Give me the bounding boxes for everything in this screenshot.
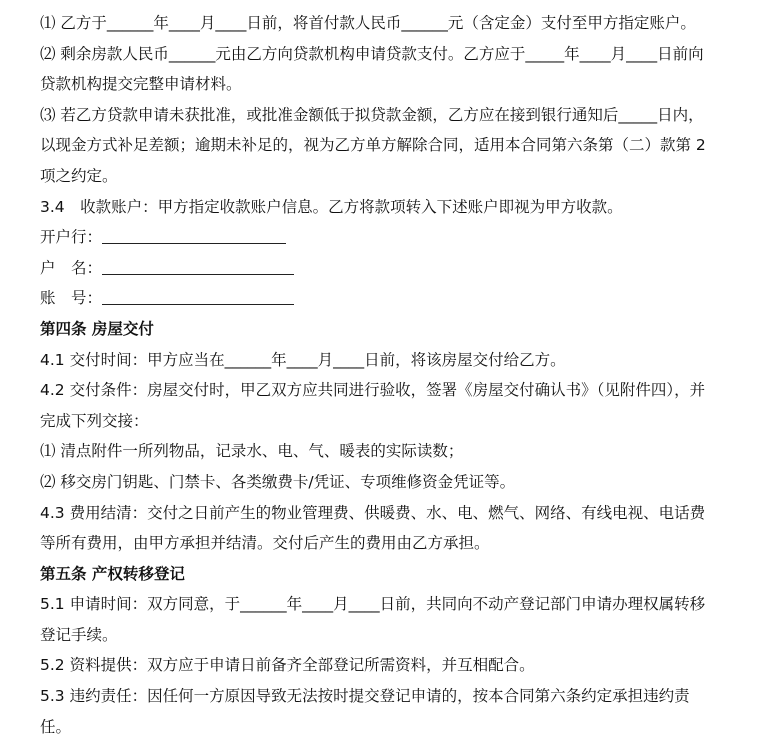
account-number-field — [40, 283, 760, 314]
account-name-label: 户 名： — [40, 258, 103, 277]
clause-5-1-line-2: 登记手续。 — [40, 625, 118, 644]
clause-3-3-3-line-1: ⑶ 若乙方贷款申请未获批准，或批准金额低于拟贷款金额，乙方应在接到银行通知后_____日内， — [40, 105, 704, 124]
clause-5-2: 5.2 资料提供：双方应于申请日前备齐全部登记所需资料，并互相配合。 — [40, 656, 535, 675]
clause-5-3-line-1: 5.3 违约责任：因任何一方原因导致无法按时提交登记申请的，按本合同第六条约定承担违约责 — [40, 687, 690, 706]
clause-3-3-2-line-2: 贷款机构提交完整申请材料。 — [40, 75, 242, 94]
clause-3-4: 3.4 收款账户：甲方指定收款账户信息。乙方将款项转入下述账户即视为甲方收款。 — [40, 197, 623, 216]
clause-4-3-line-2: 等所有费用，由甲方承担并结清。交付后产生的费用由乙方承担。 — [40, 534, 490, 553]
account-name-field — [40, 253, 760, 284]
clause-4-1: 4.1 交付时间：甲方应当在______年____月____日前，将该房屋交付给乙方。 — [40, 350, 566, 369]
clause-3-3-3-line-3: 项之约定。 — [40, 166, 118, 185]
clause-4-2-1: ⑴ 清点附件一所列物品，记录水、电、气、暖表的实际读数； — [40, 442, 464, 461]
account-bank-label: 开户行： — [40, 228, 103, 247]
clause-4-3-line-1: 4.3 费用结清：交付之日前产生的物业管理费、供暖费、水、电、燃气、网络、有线电视、电话费 — [40, 503, 706, 522]
clause-4-2-line-2: 完成下列交接： — [40, 411, 149, 430]
clause-5-3-line-2: 任。 — [40, 717, 72, 736]
account-bank-field — [40, 222, 760, 253]
account-number-blank — [102, 288, 294, 305]
clause-3-3-2-line-1: ⑵ 剩余房款人民币______元由乙方向贷款机构申请贷款支付。乙方应于_____年____月____日前向 — [40, 44, 704, 63]
clause-3-3-3-line-2: 以现金方式补足差额；逾期未补足的，视为乙方单方解除合同，适用本合同第六条第（二）款第 2 — [40, 136, 706, 155]
account-name-blank — [102, 258, 294, 275]
account-bank-blank — [102, 227, 286, 244]
account-number-label: 账 号： — [40, 289, 103, 308]
clause-4-2-line-1: 4.2 交付条件：房屋交付时，甲乙双方应共同进行验收，签署《房屋交付确认书》（见附件四），并 — [40, 381, 706, 400]
clause-3-3-1-line-1: ⑴ 乙方于______年____月____日前，将首付款人民币______元（含定金）支付至甲方指定账户。 — [40, 14, 696, 32]
section-4-heading: 第四条 房屋交付 — [40, 319, 154, 338]
contract-document — [40, 8, 760, 742]
clause-4-2-2: ⑵ 移交房门钥匙、门禁卡、各类缴费卡/凭证、专项维修资金凭证等。 — [40, 472, 516, 491]
clause-5-1-line-1: 5.1 申请时间：双方同意，于______年____月____日前，共同向不动产登记部门申请办理权属转移 — [40, 595, 706, 614]
section-5-heading: 第五条 产权转移登记 — [40, 564, 185, 583]
